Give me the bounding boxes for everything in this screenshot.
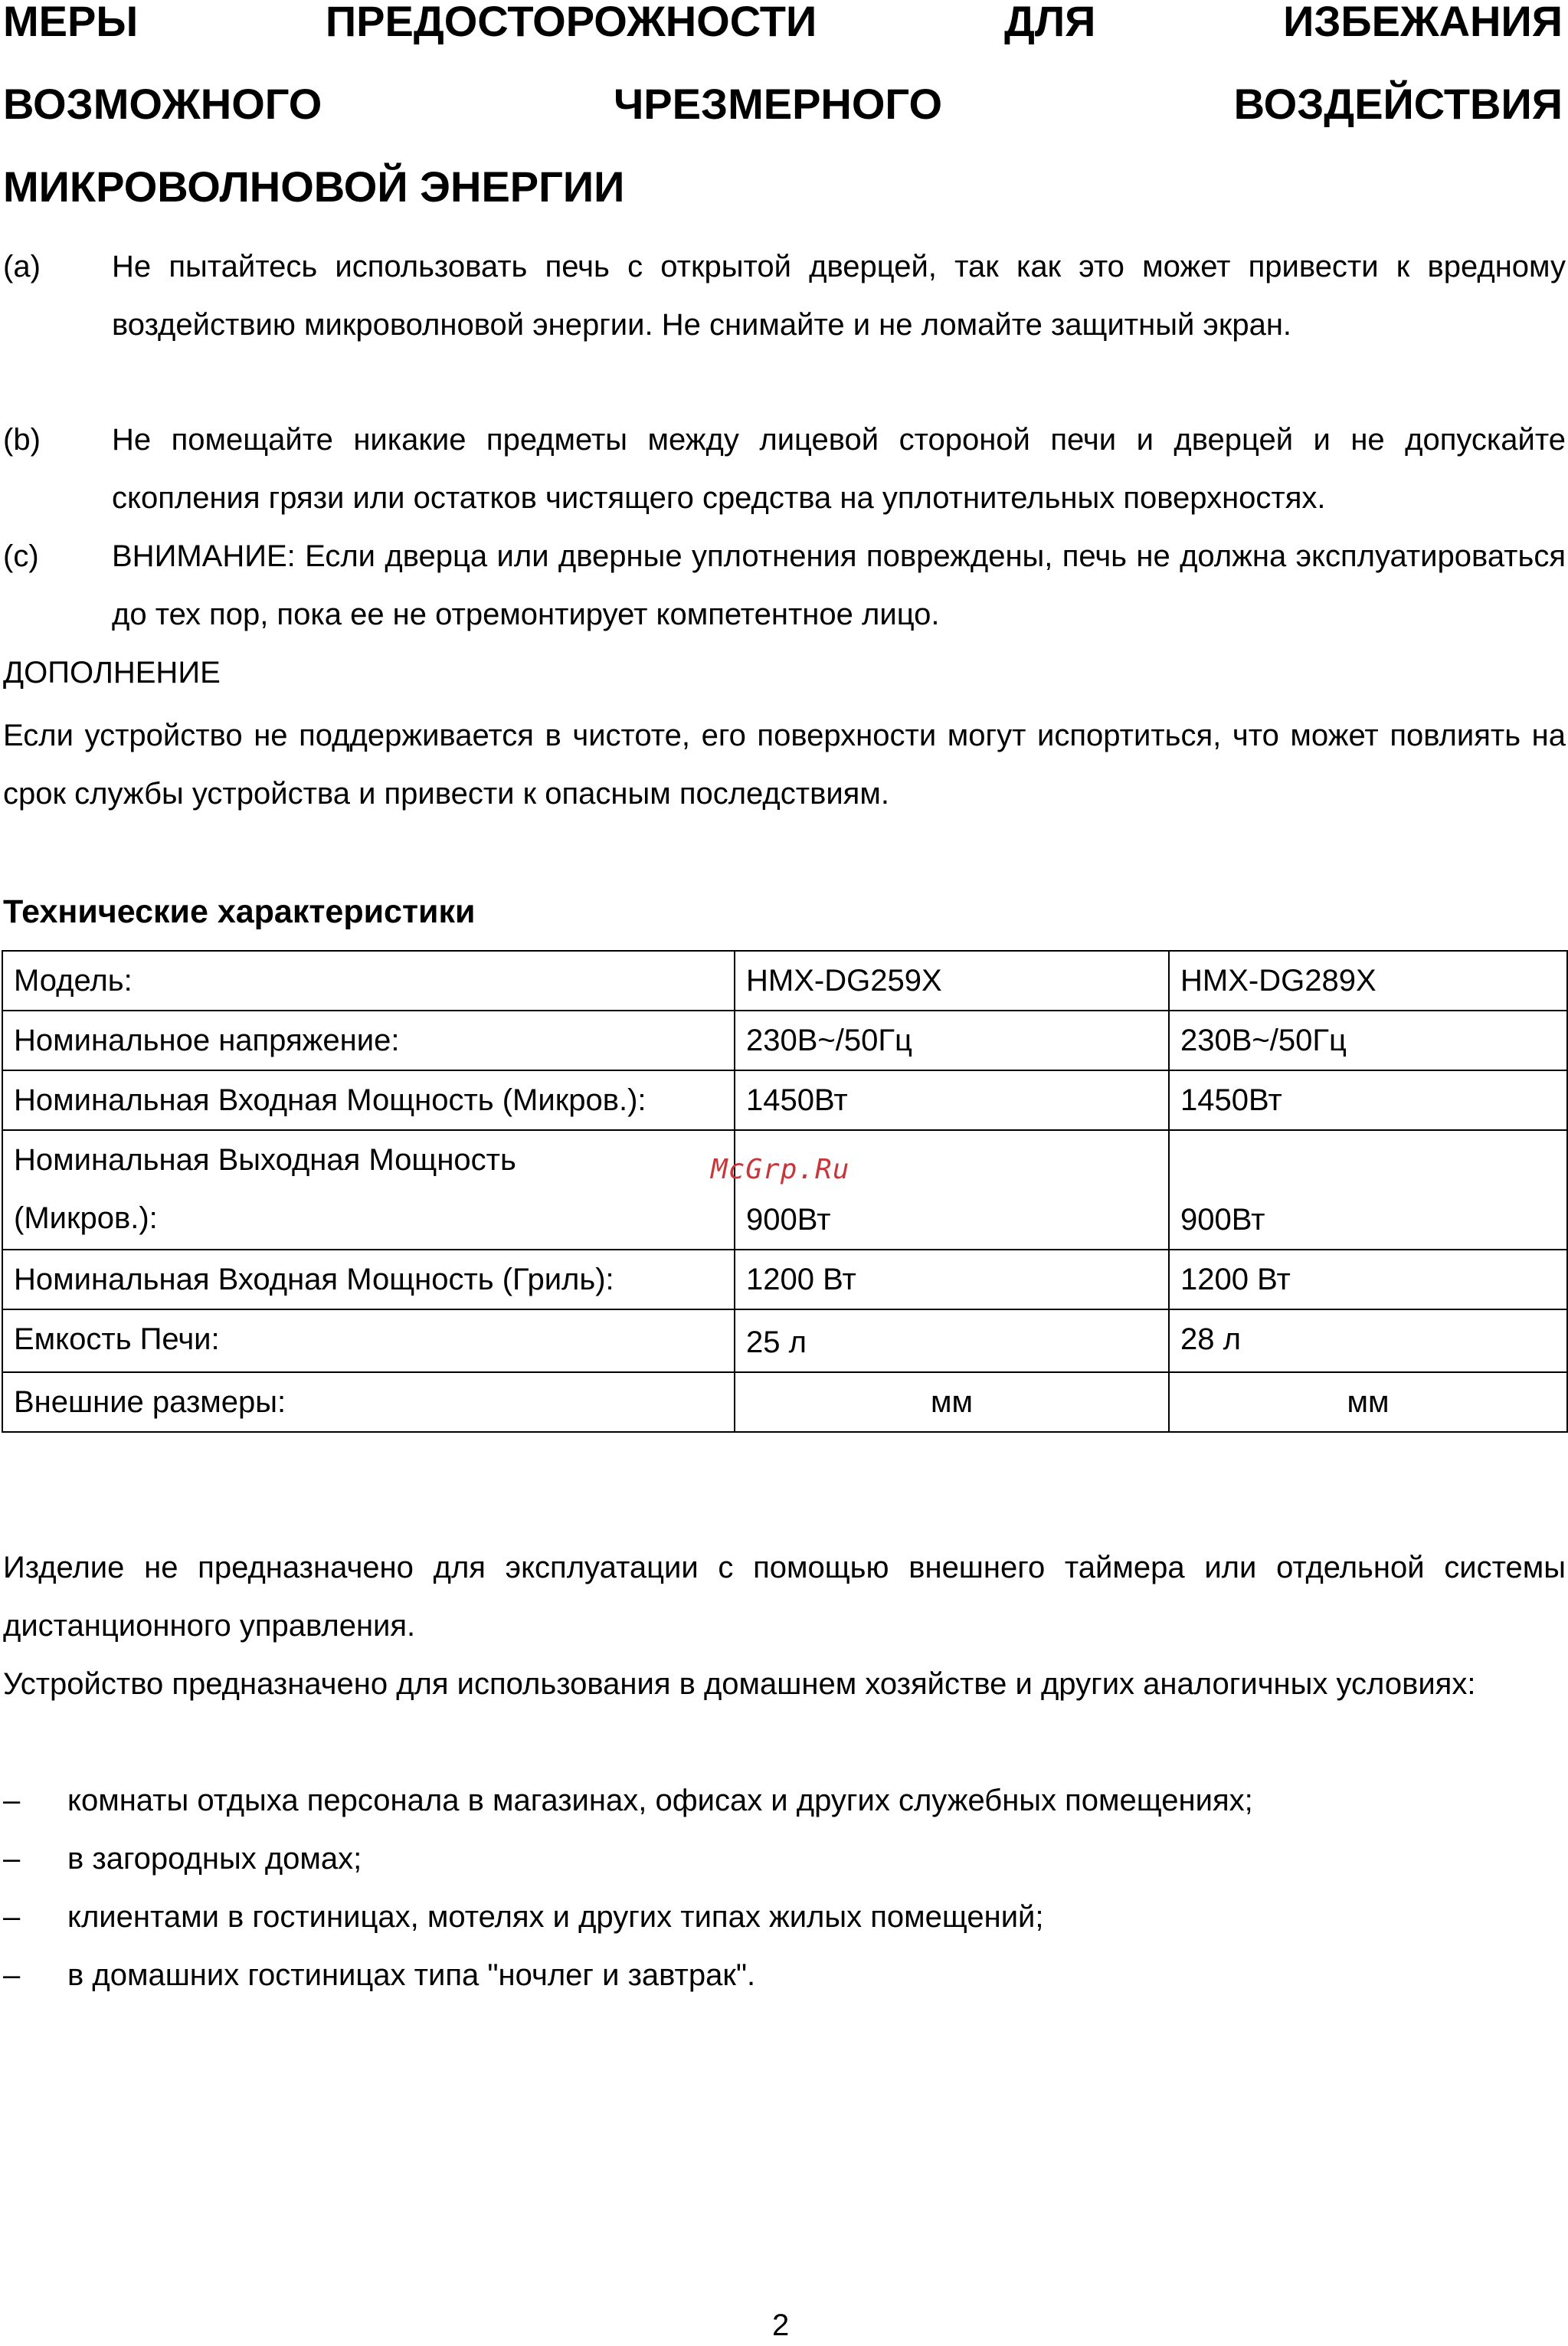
list-bullet: –: [3, 1900, 21, 1934]
spec-label-line-2: (Микров.):: [14, 1201, 158, 1235]
table-row: [2, 951, 1567, 1011]
spec-value-model-2: 1200 Вт: [1169, 1250, 1567, 1309]
spec-value-model-1: мм: [735, 1372, 1169, 1432]
list-item: в домашних гостиницах типа "ночлег и завтрак".: [67, 1958, 756, 1992]
watermark: McGrp.Ru: [711, 1154, 850, 1185]
spec-label-line-1: Номинальная Выходная Мощность: [14, 1143, 516, 1177]
spec-value-model-2: мм: [1169, 1372, 1567, 1432]
title-line-2: ВОЗМОЖНОГО ЧРЕЗМЕРНОГО ВОЗДЕЙСТВИЯ: [3, 80, 1563, 128]
list-bullet: –: [3, 1958, 21, 1992]
spec-value-model-2: 28 л: [1169, 1309, 1567, 1372]
spec-value-model-2: 1450Вт: [1169, 1070, 1567, 1130]
precaution-label-a: (a): [3, 250, 41, 283]
usage-paragraph-1: Изделие не предназначено для эксплуатации с помощью внешнего таймера или отдельной системы дистанционного управления.: [3, 1551, 1566, 1643]
addition-text: Если устройство не поддерживается в чистоте, его поверхности могут испортиться, что может повлиять на срок службы устройства и привести к опасным последствиям.: [3, 719, 1566, 811]
spec-label: Модель:: [2, 951, 735, 1011]
spec-value-model-1: 900Вт: [735, 1130, 1169, 1250]
precaution-label-b: (b): [3, 423, 41, 457]
table-row: [2, 1070, 1567, 1130]
spec-value-model-2: HMX-DG289X: [1169, 951, 1567, 1011]
precaution-text-c: ВНИМАНИЕ: Если дверца или дверные уплотнения повреждены, печь не должна эксплуатироваться до тех пор, пока ее не отремонтирует компетентное лицо.: [112, 539, 1566, 631]
spec-value-model-2: 900Вт: [1169, 1130, 1567, 1250]
spec-value-model-2: 230В~/50Гц: [1169, 1011, 1567, 1070]
addition-heading: ДОПОЛНЕНИЕ: [3, 656, 221, 690]
table-row: [2, 1372, 1567, 1432]
page-number: 2: [772, 2308, 790, 2342]
title-line-3: МИКРОВОЛНОВОЙ ЭНЕРГИИ: [3, 162, 625, 211]
table-row: [2, 1309, 1567, 1372]
precaution-text-b: Не помещайте никакие предметы между лицевой стороной печи и дверцей и не допускайте скопления грязи или остатков чистящего средства на уплотнительных поверхностях.: [112, 423, 1566, 515]
spec-value-model-1: 230В~/50Гц: [735, 1011, 1169, 1070]
spec-value-model-1: 25 л: [735, 1309, 1169, 1372]
list-bullet: –: [3, 1784, 21, 1817]
spec-value-model-1: HMX-DG259X: [735, 951, 1169, 1011]
list-item: комнаты отдыха персонала в магазинах, офисах и других служебных помещениях;: [67, 1784, 1253, 1817]
spec-value-model-1: 1200 Вт: [735, 1250, 1169, 1309]
spec-label: Номинальная Входная Мощность (Микров.):: [2, 1070, 735, 1130]
list-item: в загородных домах;: [67, 1842, 362, 1876]
usage-paragraph-2: Устройство предназначено для использования в домашнем хозяйстве и других аналогичных условиях:: [3, 1667, 1476, 1701]
list-bullet: –: [3, 1842, 21, 1876]
title-line-1: МЕРЫ ПРЕДОСТОРОЖНОСТИ ДЛЯ ИЗБЕЖАНИЯ: [3, 0, 1563, 45]
specs-table: [2, 950, 1568, 1433]
spec-label: Емкость Печи:: [2, 1309, 735, 1372]
list-item: клиентами в гостиницах, мотелях и других типах жилых помещений;: [67, 1900, 1044, 1934]
spec-label: Номинальное напряжение:: [2, 1011, 735, 1070]
spec-label-multiline: [2, 1130, 735, 1250]
table-row: [2, 1011, 1567, 1070]
precaution-text-a: Не пытайтесь использовать печь с открытой дверцей, так как это может привести к вредному воздействию микроволновой энергии. Не снимайте и не ломайте защитный экран.: [112, 250, 1566, 342]
table-row: [2, 1130, 1567, 1250]
spec-label: Внешние размеры:: [2, 1372, 735, 1432]
table-row: [2, 1250, 1567, 1309]
spec-label: Номинальная Входная Мощность (Гриль):: [2, 1250, 735, 1309]
specs-heading: Технические характеристики: [3, 893, 476, 930]
precaution-label-c: (c): [3, 539, 39, 573]
spec-value-model-1: 1450Вт: [735, 1070, 1169, 1130]
